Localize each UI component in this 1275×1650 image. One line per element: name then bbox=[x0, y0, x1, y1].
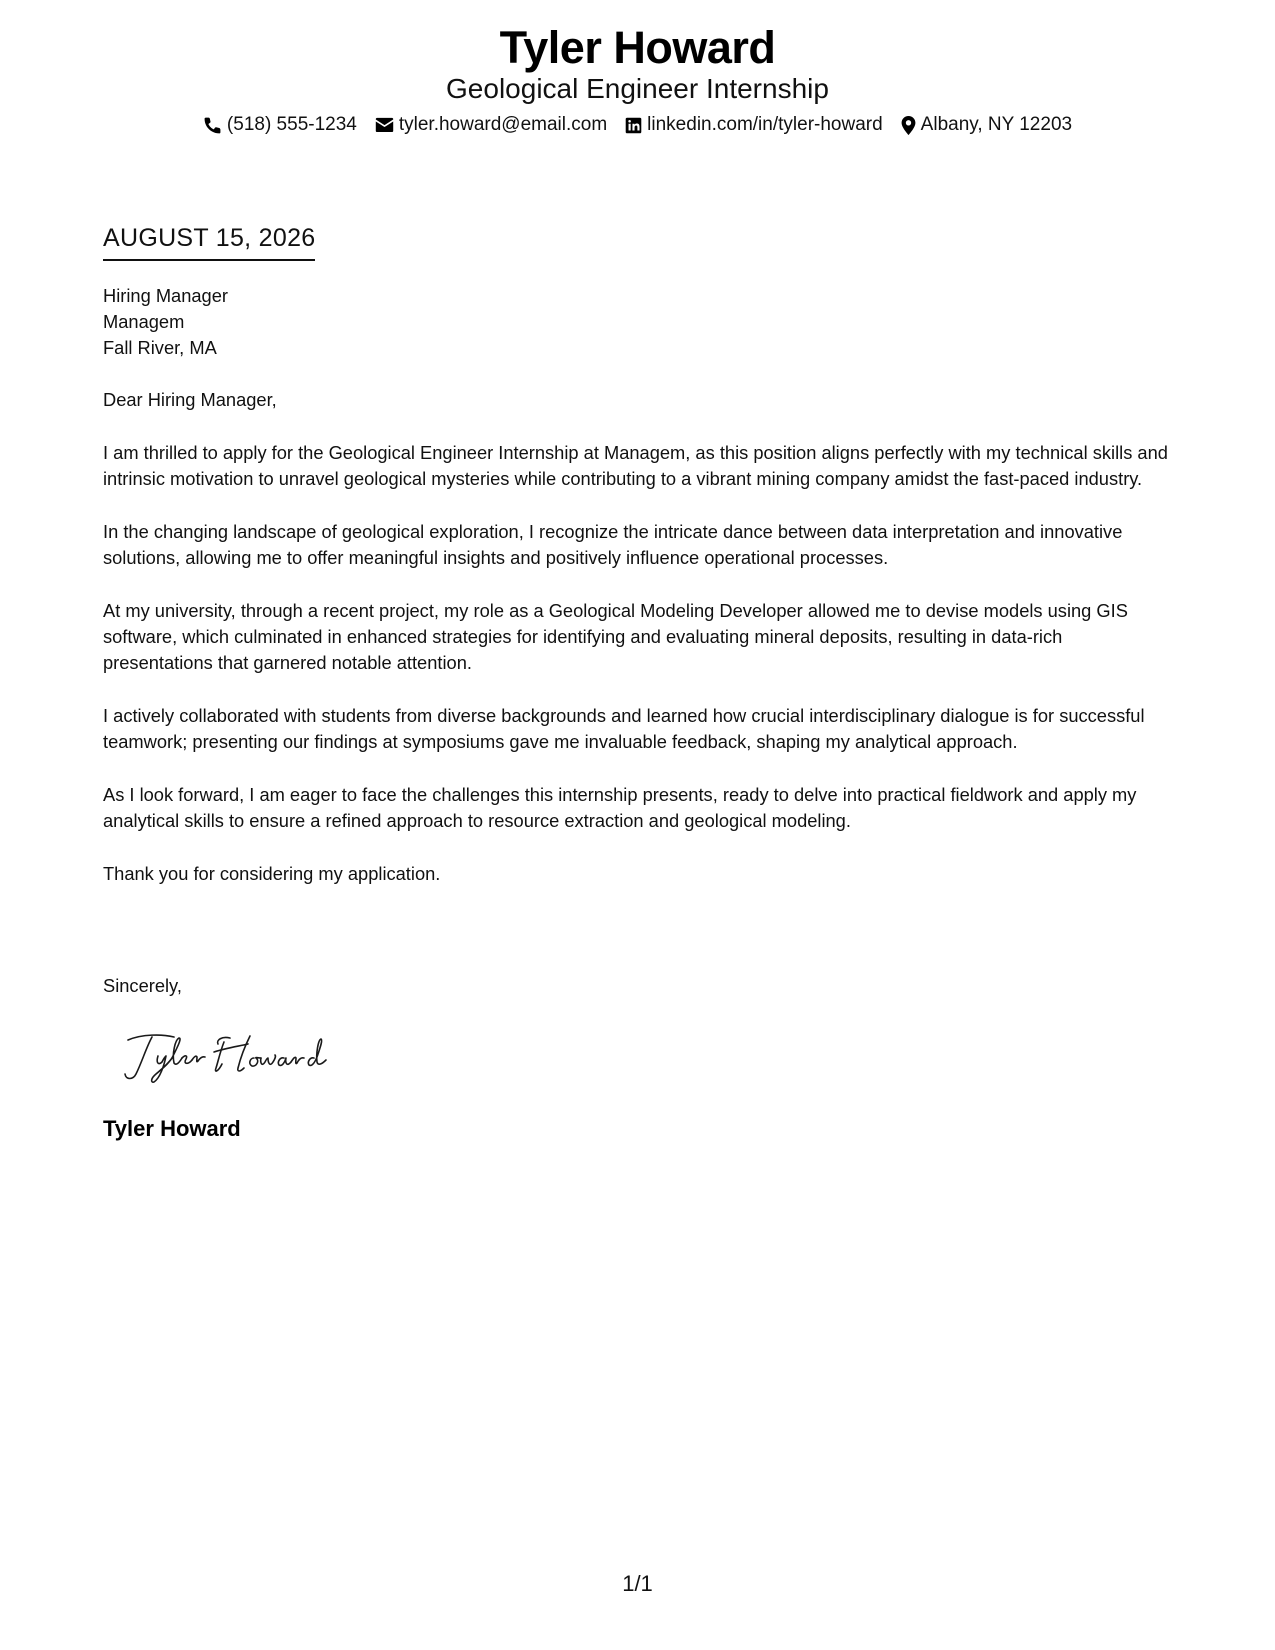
paragraph-2: In the changing landscape of geological exploration, I recognize the intricate dance between data interpretation and innovative solutions, allowing me to offer meaningful insights and positively influence operational processes. bbox=[103, 521, 1123, 568]
recipient-location: Fall River, MA bbox=[103, 337, 217, 358]
recipient-name: Hiring Manager bbox=[103, 285, 228, 306]
linkedin-icon bbox=[625, 117, 642, 134]
phone-icon bbox=[203, 116, 222, 135]
date-block bbox=[103, 223, 315, 261]
page-number: 1/1 bbox=[622, 1571, 653, 1596]
contact-location bbox=[901, 112, 1072, 138]
email-text[interactable]: tyler.howard@email.com bbox=[398, 114, 608, 135]
contact-email[interactable] bbox=[375, 112, 607, 138]
letter-body bbox=[103, 283, 1173, 914]
letter-header bbox=[0, 22, 1275, 138]
paragraph-closing-thanks: Thank you for considering my application. bbox=[103, 863, 441, 884]
contact-row bbox=[0, 112, 1275, 138]
contact-linkedin[interactable] bbox=[625, 112, 883, 138]
letter-date: AUGUST 15, 2026 bbox=[103, 223, 315, 261]
recipient-company: Managem bbox=[103, 311, 185, 332]
signature-image bbox=[122, 1028, 342, 1084]
location-text: Albany, NY 12203 bbox=[920, 114, 1073, 135]
signer-name: Tyler Howard bbox=[103, 1116, 241, 1141]
phone-text: (518) 555-1234 bbox=[226, 114, 357, 135]
paragraph-4: I actively collaborated with students from diverse backgrounds and learned how crucial interdisciplinary dialogue is for successful teamwork; presenting our findings at symposiums gave me invaluable feedback, shaping my analytical approach. bbox=[103, 705, 1145, 752]
recipient-block bbox=[103, 283, 1173, 361]
job-title: Geological Engineer Internship bbox=[446, 73, 829, 104]
contact-phone bbox=[203, 112, 357, 138]
paragraph-5: As I look forward, I am eager to face the challenges this internship presents, ready to delve into practical fieldwork and apply my analytical skills to ensure a refined approach to resource extraction and geological modeling. bbox=[103, 784, 1137, 831]
linkedin-text[interactable]: linkedin.com/in/tyler-howard bbox=[647, 114, 883, 135]
envelope-icon bbox=[375, 117, 394, 133]
greeting: Dear Hiring Manager, bbox=[103, 389, 277, 410]
map-pin-icon bbox=[901, 116, 916, 135]
applicant-name: Tyler Howard bbox=[499, 22, 776, 73]
paragraph-1: I am thrilled to apply for the Geological Engineer Internship at Managem, as this position aligns perfectly with my technical skills and intrinsic motivation to unravel geological mysteries while contributing to a vibrant mining company amidst the fast-paced industry. bbox=[103, 442, 1168, 489]
paragraph-3: At my university, through a recent project, my role as a Geological Modeling Developer allowed me to devise models using GIS software, which culminated in enhanced strategies for identifying and evaluating mineral deposits, resulting in data-rich presentations that garnered notable attention. bbox=[103, 600, 1128, 673]
closing: Sincerely, bbox=[103, 975, 182, 996]
